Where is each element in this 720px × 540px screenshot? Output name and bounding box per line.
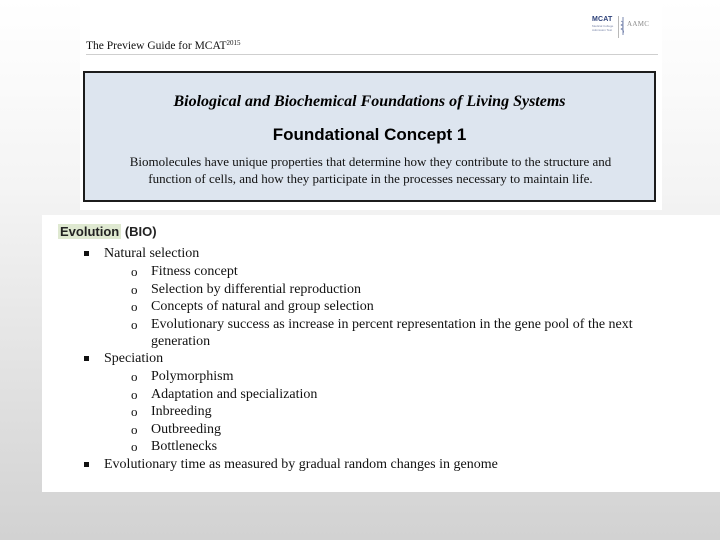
mcat-logo-text: MCAT xyxy=(592,16,613,23)
sub-bullet-marker: o xyxy=(131,264,138,279)
outline-subitem: Adaptation and specialization xyxy=(151,387,318,402)
outline-subitem: Bottlenecks xyxy=(151,439,218,454)
sub-bullet-marker: o xyxy=(131,439,138,454)
outline-item-evolutionary-time: Evolutionary time as measured by gradual random changes in genome xyxy=(104,457,498,472)
outline-subitem: Concepts of natural and group selection xyxy=(151,299,374,314)
header-divider xyxy=(86,54,658,55)
concept-description-line2: function of cells, and how they participate in the processes necessary to maintain life. xyxy=(148,171,593,186)
outline-subitem: Polymorphism xyxy=(151,369,234,384)
sub-bullet-marker: o xyxy=(131,282,138,297)
concept-title: Foundational Concept 1 xyxy=(272,125,467,144)
outline-item-natural-selection: Natural selection xyxy=(104,246,200,261)
sub-bullet-marker: o xyxy=(131,317,138,332)
topic-discipline: (BIO) xyxy=(121,224,157,239)
outline-subitem: Selection by differential reproduction xyxy=(151,282,362,297)
sub-bullet-marker: o xyxy=(131,422,138,437)
logo-divider xyxy=(618,16,619,38)
mcat-aamc-logo xyxy=(592,14,652,38)
guide-title xyxy=(86,39,241,52)
topic-highlighted-term: Evolution xyxy=(60,224,120,239)
foundational-concept-box xyxy=(83,71,656,202)
outline-item-speciation: Speciation xyxy=(104,351,164,366)
outline-subitem-continuation: generation xyxy=(151,334,211,349)
sub-bullet-marker: o xyxy=(131,404,138,419)
caduceus-icon xyxy=(620,17,626,35)
topic-heading xyxy=(58,224,157,239)
square-bullet-icon xyxy=(84,251,89,256)
section-title: Biological and Biochemical Foundations of Living Systems xyxy=(173,93,566,110)
sub-bullet-marker: o xyxy=(131,369,138,384)
aamc-logo-text: AAMC xyxy=(627,20,650,28)
concept-description-line1: Biomolecules have unique properties that determine how they contribute to the structure and xyxy=(129,154,612,169)
sub-bullet-marker: o xyxy=(131,299,138,314)
guide-title-year: 2015 xyxy=(226,39,241,47)
outline-subitem: Inbreeding xyxy=(151,404,212,419)
concept-description xyxy=(107,153,634,187)
outline-subitem: Evolutionary success as increase in percent representation in the gene pool of the next xyxy=(151,317,633,332)
sub-bullet-marker: o xyxy=(131,387,138,402)
outline-subitem: Fitness concept xyxy=(151,264,238,279)
square-bullet-icon xyxy=(84,462,89,467)
outline-subitem: Outbreeding xyxy=(151,422,221,437)
square-bullet-icon xyxy=(84,356,89,361)
mcat-logo-subtext: Medical College Admission Test xyxy=(592,24,614,32)
guide-title-text: The Preview Guide for MCAT xyxy=(86,40,227,52)
